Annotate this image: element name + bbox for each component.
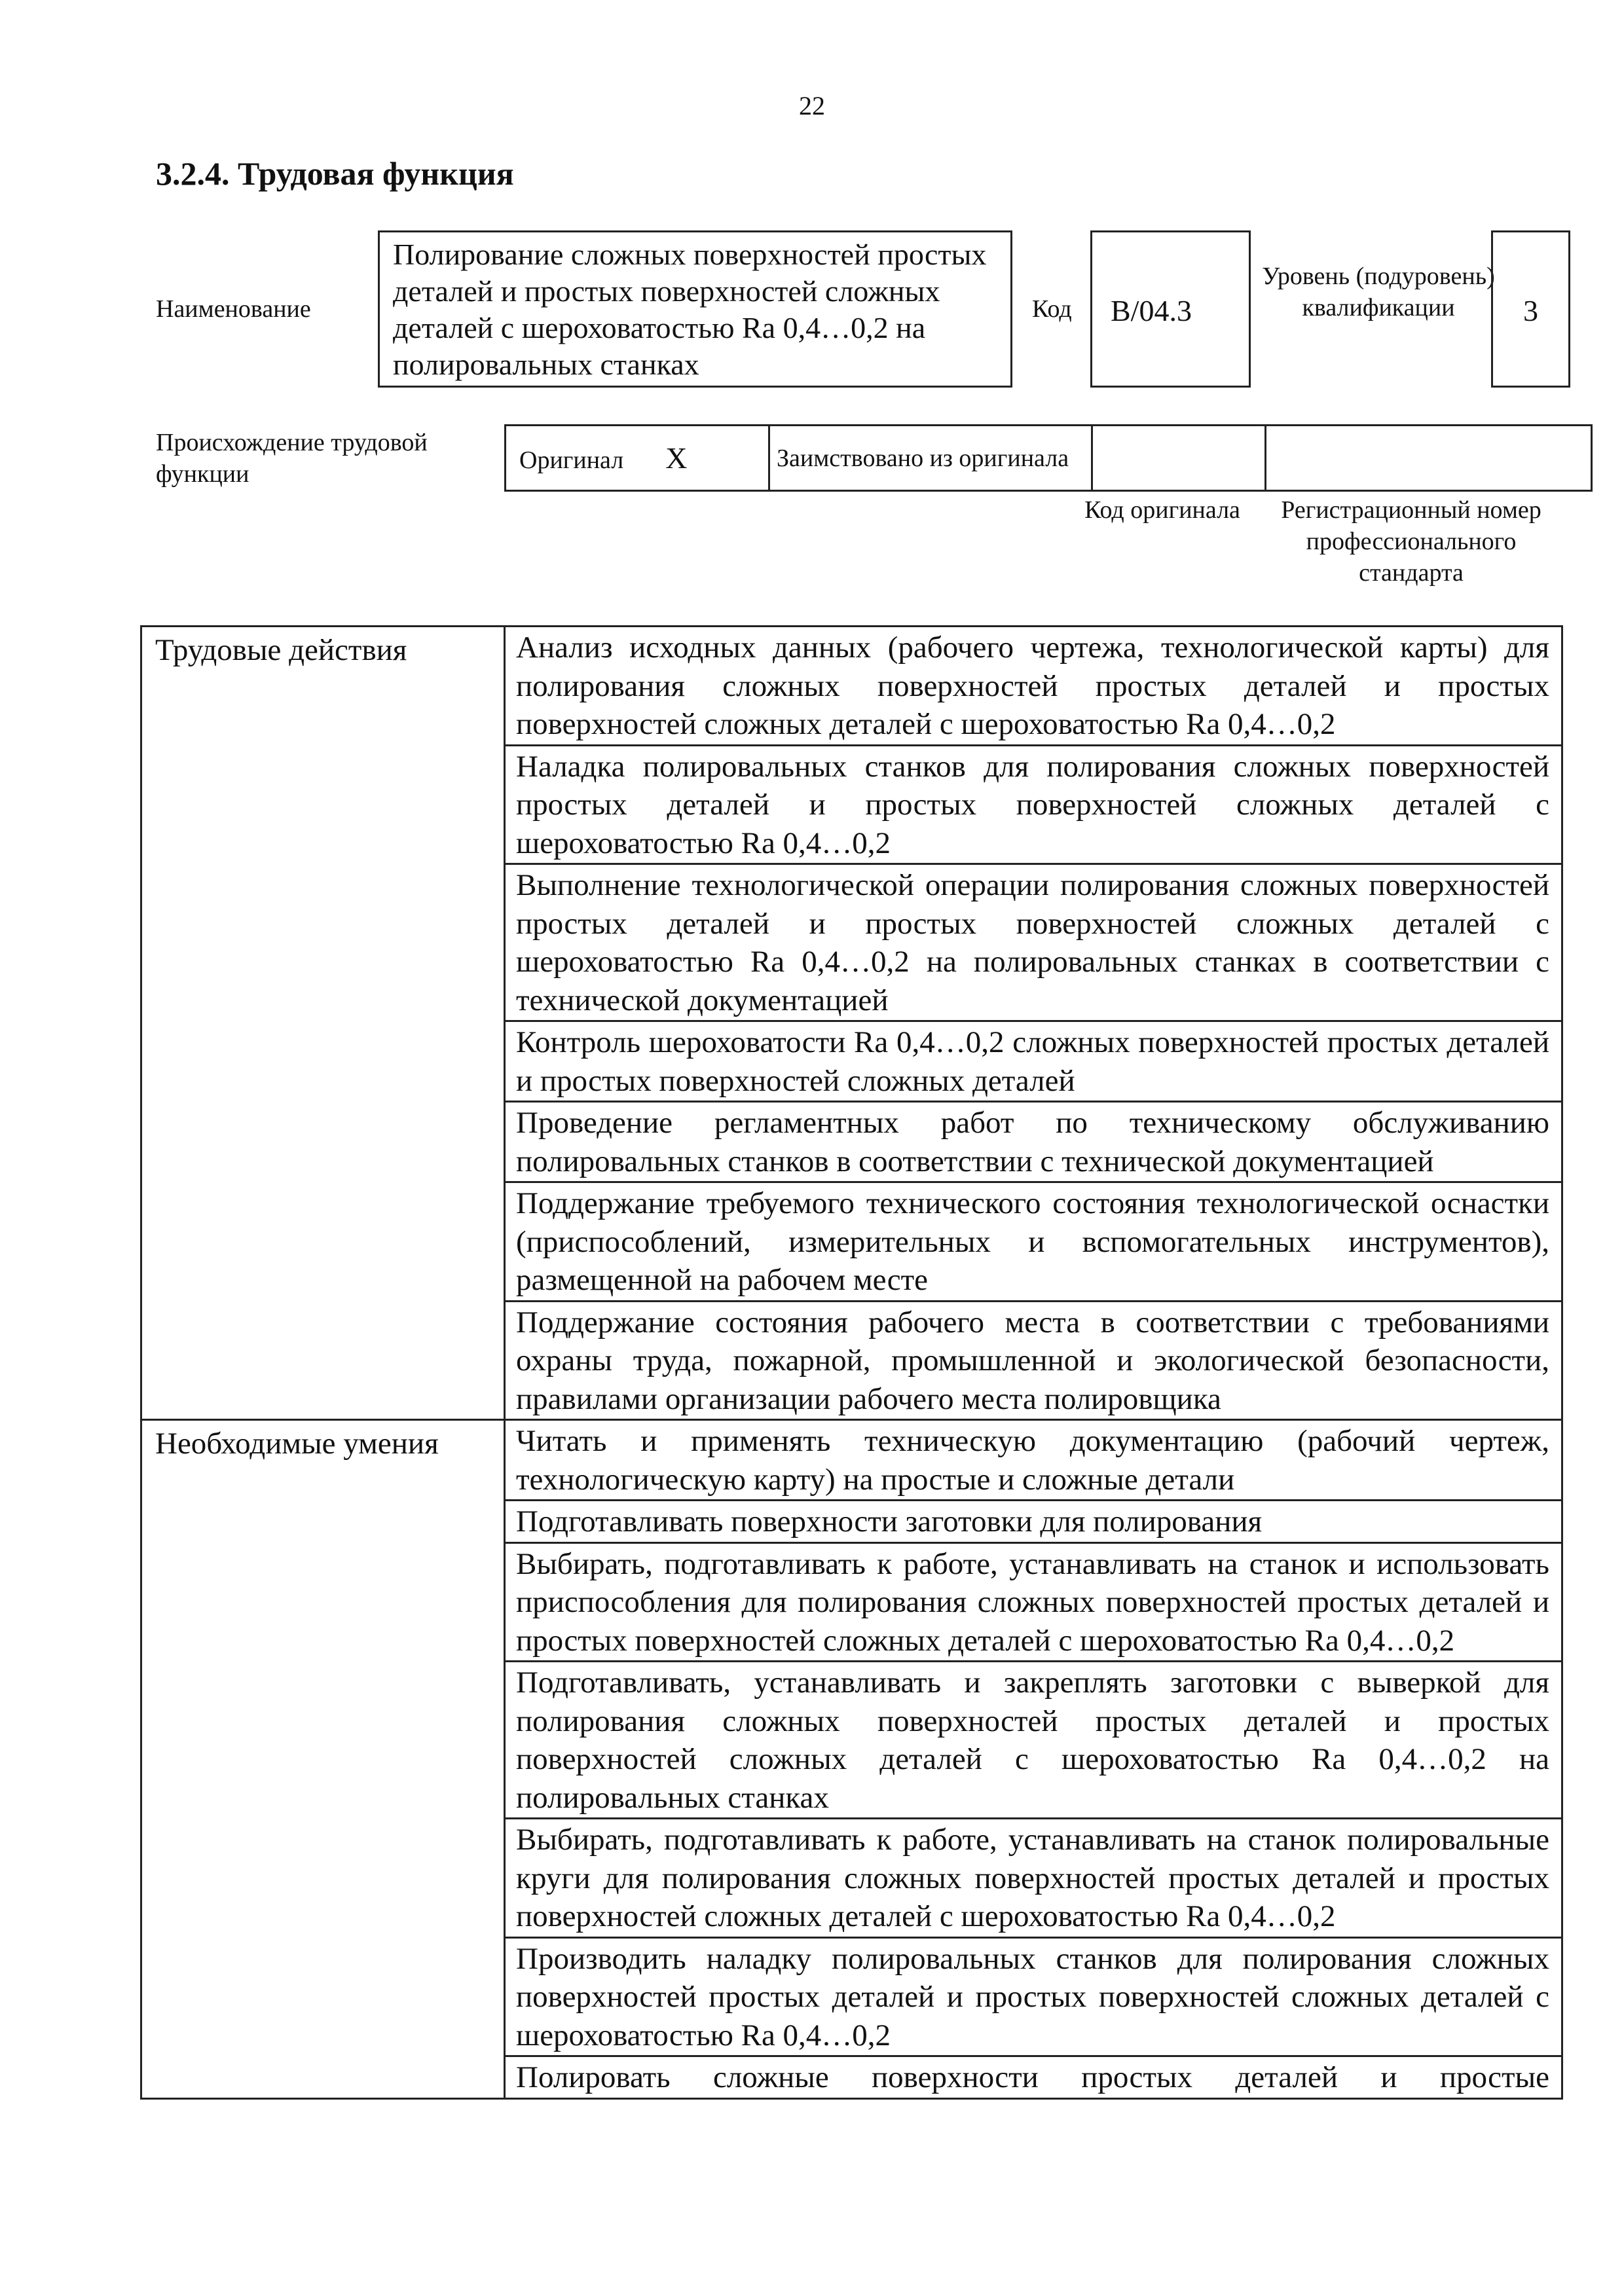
list-item: Проведение регламентных работ по техническому обслуживанию полировальных станков в соответствии с технической документацией [505, 1102, 1562, 1182]
function-name: Полирование сложных поверхностей простых деталей и простых поверхностей сложных деталей с шероховатостью Ra 0,4…0,2 на полировальных станках [393, 238, 987, 381]
list-item: Анализ исходных данных (рабочего чертежа, технологической карты) для полирования сложных поверхностей простых деталей и простых поверхностей сложных деталей с шероховатостью Ra 0,4…0,2 [505, 627, 1562, 746]
section-title: 3.2.4. Трудовая функция [156, 155, 514, 192]
name-label: Наименование [156, 295, 311, 323]
original-mark: X [665, 441, 688, 475]
original-code-cell [1092, 426, 1266, 491]
level-box [1491, 230, 1570, 388]
requirements-table [140, 625, 1563, 2100]
level-label: Уровень (подуровень) квалификации [1262, 263, 1495, 321]
list-item: Производить наладку полировальных станков для полирования сложных поверхностей простых деталей и простых поверхностей сложных деталей с шероховатостью Ra 0,4…0,2 [505, 1937, 1562, 2056]
section-title-cell: Необходимые умения [141, 1420, 505, 2099]
list-item: Поддержание состояния рабочего места в соответствии с требованиями охраны труда, пожарной, промышленной и экологической безопасности, правилами организации рабочего места полировщика [505, 1301, 1562, 1420]
registration-number-cell [1266, 426, 1592, 491]
list-item: Выполнение технологической операции полирования сложных поверхностей простых деталей и простых поверхностей сложных деталей с шероховатостью Ra 0,4…0,2 на полировальных станках в соответствии с технической документацией [505, 864, 1562, 1021]
reg-caption: Регистрационный номер профессионального стандарта [1281, 496, 1541, 587]
code-caption: Код оригинала [1084, 496, 1240, 524]
list-item: Наладка полировальных станков для полирования сложных поверхностей простых деталей и простых поверхностей сложных деталей с шероховатостью Ra 0,4…0,2 [505, 745, 1562, 864]
list-item: Поддержание требуемого технического состояния технологической оснастки (приспособлений, измерительных и вспомогательных инструментов), размещенной на рабочем месте [505, 1182, 1562, 1302]
borrowed-label: Заимствовано из оригинала [777, 444, 1069, 472]
page-number: 22 [799, 91, 825, 120]
table-row [141, 627, 1562, 746]
list-item: Полировать сложные поверхности простых деталей и простые [505, 2056, 1562, 2099]
code-box [1090, 230, 1251, 388]
original-label: Оригинал [519, 446, 624, 474]
list-item: Выбирать, подготавливать к работе, устанавливать на станок и использовать приспособления для полирования сложных поверхностей простых деталей и простых поверхностей сложных деталей с шероховатостью Ra 0,4…0,2 [505, 1542, 1562, 1662]
section-title-cell: Трудовые действия [141, 627, 505, 1420]
name-box [378, 230, 1012, 388]
list-item: Выбирать, подготавливать к работе, устанавливать на станок полировальные круги для полирования сложных поверхностей простых деталей и простых поверхностей сложных деталей с шероховатостью Ra 0,4…0,2 [505, 1819, 1562, 1938]
code-label: Код [1032, 295, 1072, 323]
borrowed-cell [769, 426, 1092, 491]
original-cell [506, 426, 769, 491]
list-item: Подготавливать поверхности заготовки для полирования [505, 1501, 1562, 1543]
level-value: 3 [1523, 294, 1538, 327]
list-item: Подготавливать, устанавливать и закреплять заготовки с выверкой для полирования сложных поверхностей простых деталей и простых поверхностей сложных деталей с шероховатостью Ra 0,4…0,2 на полировальных станках [505, 1662, 1562, 1819]
code-value: B/04.3 [1111, 294, 1192, 327]
table-row [141, 1420, 1562, 1501]
list-item: Читать и применять техническую документацию (рабочий чертеж, технологическую карту) на простые и сложные детали [505, 1420, 1562, 1501]
origin-table [504, 424, 1593, 492]
list-item: Контроль шероховатости Ra 0,4…0,2 сложных поверхностей простых деталей и простых поверхностей сложных деталей [505, 1021, 1562, 1102]
origin-label: Происхождение трудовой функции [156, 429, 428, 488]
